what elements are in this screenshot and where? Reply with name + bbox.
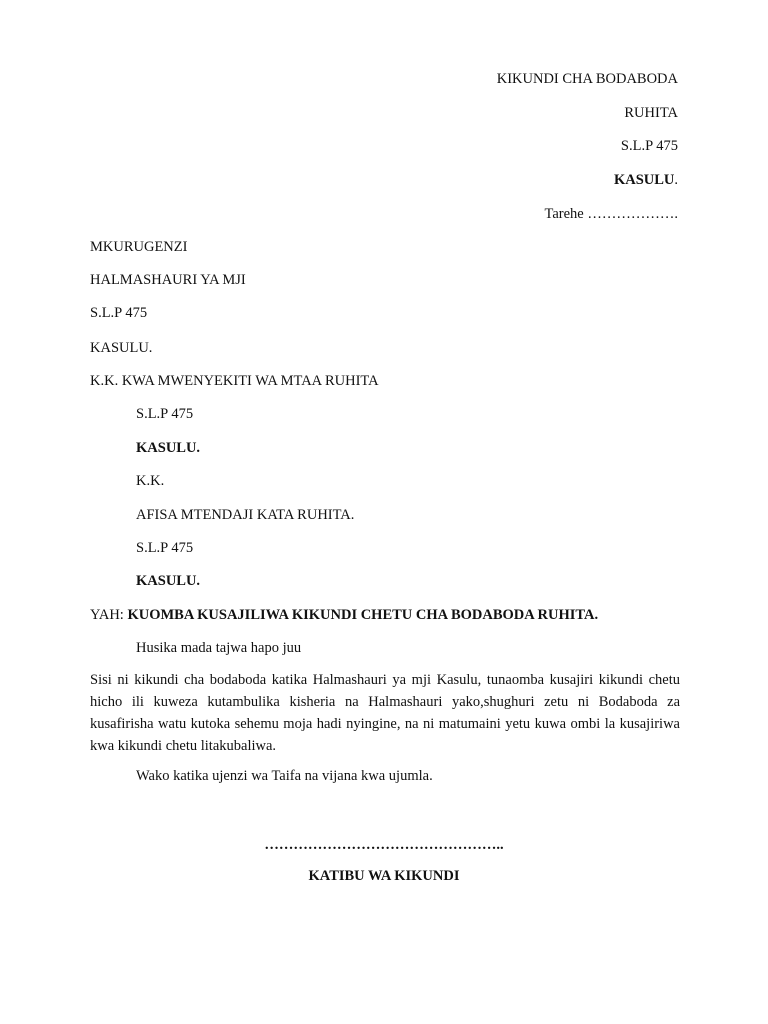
recipient-town: KASULU. [90, 340, 153, 356]
sender-group-name: KIKUNDI CHA BODABODA [496, 71, 678, 87]
body-intro: Husika mada tajwa hapo juu [136, 640, 302, 656]
body-closing: Wako katika ujenzi wa Taifa na vijana kwa ujumla. [136, 768, 433, 784]
cc-chairman-heading: K.K. KWA MWENYEKITI WA MTAA RUHITA [90, 373, 379, 389]
recipient-po-box: S.L.P 475 [90, 305, 148, 321]
sender-town-name: KASULU [613, 172, 675, 188]
recipient-title: MKURUGENZI [90, 239, 188, 255]
subject-prefix: YAH: [90, 607, 128, 623]
cc-officer-town: KASULU. [136, 573, 201, 589]
date-line: Tarehe ………………. [544, 206, 678, 222]
cc-officer-name: AFISA MTENDAJI KATA RUHITA. [136, 507, 355, 523]
body-paragraph: Sisi ni kikundi cha bodaboda katika Halmashauri ya mji Kasulu, tunaomba kusajiri kikundi chetu hicho ili kuweza kutambulika kisheria na Halmashauri yako,shughuri zetu ni Bodaboda za kusafirisha watu kutoka sehemu moja hadi nyingine, na ni matumaini yetu kuwa ombi la kusajiriwa kwa kikundi chetu litakubaliwa. [90, 672, 680, 754]
cc-chairman-po-box: S.L.P 475 [136, 406, 194, 422]
sender-po-box: S.L.P 475 [620, 138, 678, 154]
cc-chairman-town: KASULU. [136, 440, 201, 456]
sender-location: RUHITA [624, 105, 678, 121]
sender-town-period: . [674, 172, 678, 188]
subject-text: KUOMBA KUSAJILIWA KIKUNDI CHETU CHA BODABODA RUHITA. [127, 607, 599, 623]
recipient-office: HALMASHAURI YA MJI [90, 272, 246, 288]
cc-officer-po-box: S.L.P 475 [136, 540, 194, 556]
cc-officer-heading: K.K. [136, 473, 165, 489]
subject-line [90, 606, 598, 624]
signature-title: KATIBU WA KIKUNDI [308, 868, 460, 884]
signature-dotted-line: ………………………………………….. [264, 837, 504, 853]
sender-town [614, 171, 678, 189]
